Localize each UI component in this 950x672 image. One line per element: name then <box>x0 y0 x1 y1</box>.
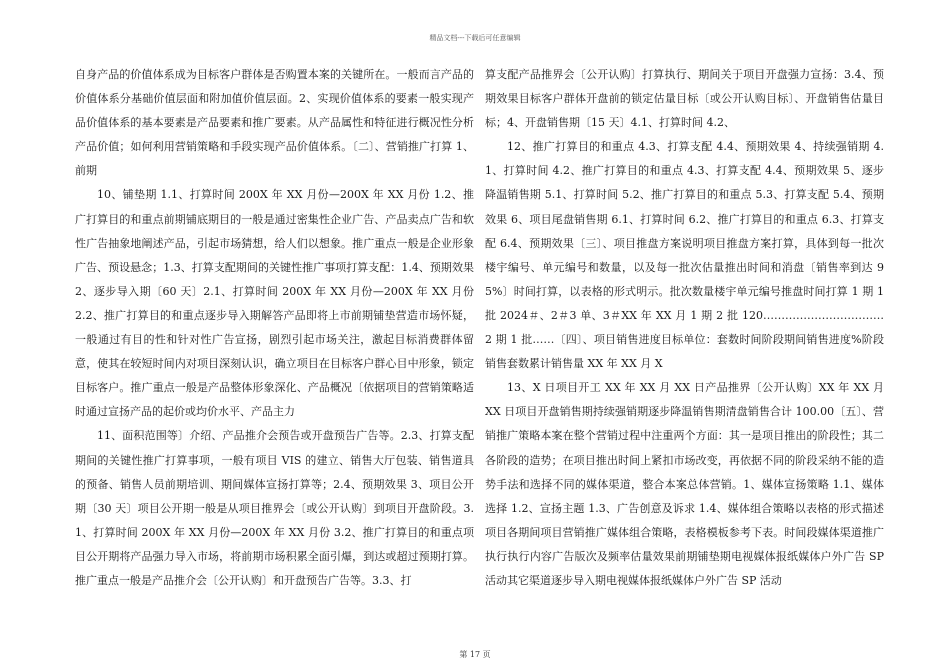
left-text-column <box>75 63 474 593</box>
right-text-column <box>485 63 884 593</box>
paragraph: 自身产品的价值体系成为目标客户群体是否购置本案的关键所在。一般而言产品的价值体系分基础价值层面和附加值价值层面。2、实现价值体系的要素一般实现产品价值体系的基本要素是产品要素和推广要素。从产品属性和特征进行概况性分析产品价值；如何利用营销策略和手段实现产品价值体系。〔二〕、营销推广打算 1、前期 <box>75 68 474 178</box>
paragraph: 12、推广打算目的和重点 4.3、打算支配 4.4、预期效果 4、持续强销期 4.1、打算时间 4.2、推广打算目的和重点 4.3、打算支配 4.4、预期效果 5、逐步降温销售期 5.1、打算时间 5.2、推广打算目的和重点 5.3、打算支配 5.4、预期效果 6、项目尾盘销售期 6.1、打算时间 6.2、推广打算目的和重点 6.3、打算支配 6.4、预期效果〔三〕、项目推盘方案说明项目推盘方案打算，具体到每一批次楼宇编号、单元编号和数量，以及每一批次估量推出时间和消盘〔销售率到达 95%〕时间打算，以表格的形式明示。批次数量楼宇单元编号推盘时间打算 1 期 1 批 2024＃、2＃3 单、3＃XX 年 XX 月 1 期 2 批 120……………………………2 期 1 批……〔四〕、项目销售进度目标单位：套数时间阶段期间销售进度%阶段销售套数累计销售量 XX 年 XX 月 X <box>485 140 884 371</box>
paragraph: 13、X 日项目开工 XX 年 XX 月 XX 日产品推界〔公开认购〕XX 年 XX 月 XX 日项目开盘销售期持续强销期逐步降温销售期清盘销售合计 100.00〔五〕、营销推广策略本案在整个营销过程中注重两个方面：其一是项目推出的阶段性；其二各阶段的造势；在项目推出时间上紧扣市场改变，再依据不同的阶段采纳不能的造势手法和选择不同的媒体渠道，整合本案总体营销。1、媒体宣扬策略 1.1、媒体选择 1.2、宣扬主题 1.3、广告创意及诉求 1.4、媒体组合策略以表格的形式描述项目各期间项目营销推广媒体组合策略，表格模板参考下表。时间段媒体渠道推广执行执行内容广告版次及频率估量效果前期铺垫期电视媒体报纸媒体户外广告 SP 活动其它渠道逐步导入期电视媒体报纸媒体户外广告 SP 活动 <box>485 381 884 587</box>
paragraph: 10、铺垫期 1.1、打算时间 200X 年 XX 月份—200X 年 XX 月份 1.2、推广打算目的和重点前期铺底期目的一般是通过密集性企业广告、产品卖点广告和软性广告抽象地阐述产品，引起市场猜想，给人们以想象。推广重点一般是企业形象广告、预设悬念；1.3、打算支配期间的关键性推广事项打算支配：1.4、预期效果 2、逐步导入期〔60 天〕2.1、打算时间 200X 年 XX 月份—200X 年 XX 月份 2.2、推广打算目的和重点逐步导入期解答产品即将上市前期铺垫营造市场怀疑，一般通过有目的性和针对性广告宣扬，剧烈引起市场关注，激起目标消费群体留意，使其在较短时间内对项目深刻认识，确立项目在目标客户群心目中形象，锁定目标客户。推广重点一般是产品整体形象深化、产品概况〔依据项目的营销策略适时通过宣扬产品的起价或均价水平、产品主力 <box>75 188 474 419</box>
paragraph: 11、面积范围等〕介绍、产品推介会预告或开盘预告广告等。2.3、打算支配期间的关键性推广打算事项，一般有项目 VIS 的建立、销售大厅包装、销售道具的预备、销售人员前期培训、期间媒体宣扬打算等；2.4、预期效果 3、项目公开期〔30 天〕项目公开期一般是从项目推界会〔或公开认购〕到项目开盘阶段。3.1、打算时间 200X 年 XX 月份—200X 年 XX 月份 3.2、推广打算目的和重点项目公开期将产品强力导入市场，将前期市场积累全面引爆，到达或超过预期打算。推广重点一般是产品推介会〔公开认购〕和开盘预告广告等。3.3、打 <box>75 429 474 587</box>
page-header: 精品文档---下载后可任意编辑 <box>429 34 521 42</box>
page-number: 第 17 页 <box>459 650 491 659</box>
paragraph: 算支配产品推界会〔公开认购〕打算执行、期间关于项目开盘强力宣扬：3.4、预期效果目标客户群体开盘前的锁定估量目标〔或公开认购目标〕、开盘销售估量目标；4、开盘销售期〔15 天〕4.1、打算时间 4.2、 <box>485 68 884 130</box>
